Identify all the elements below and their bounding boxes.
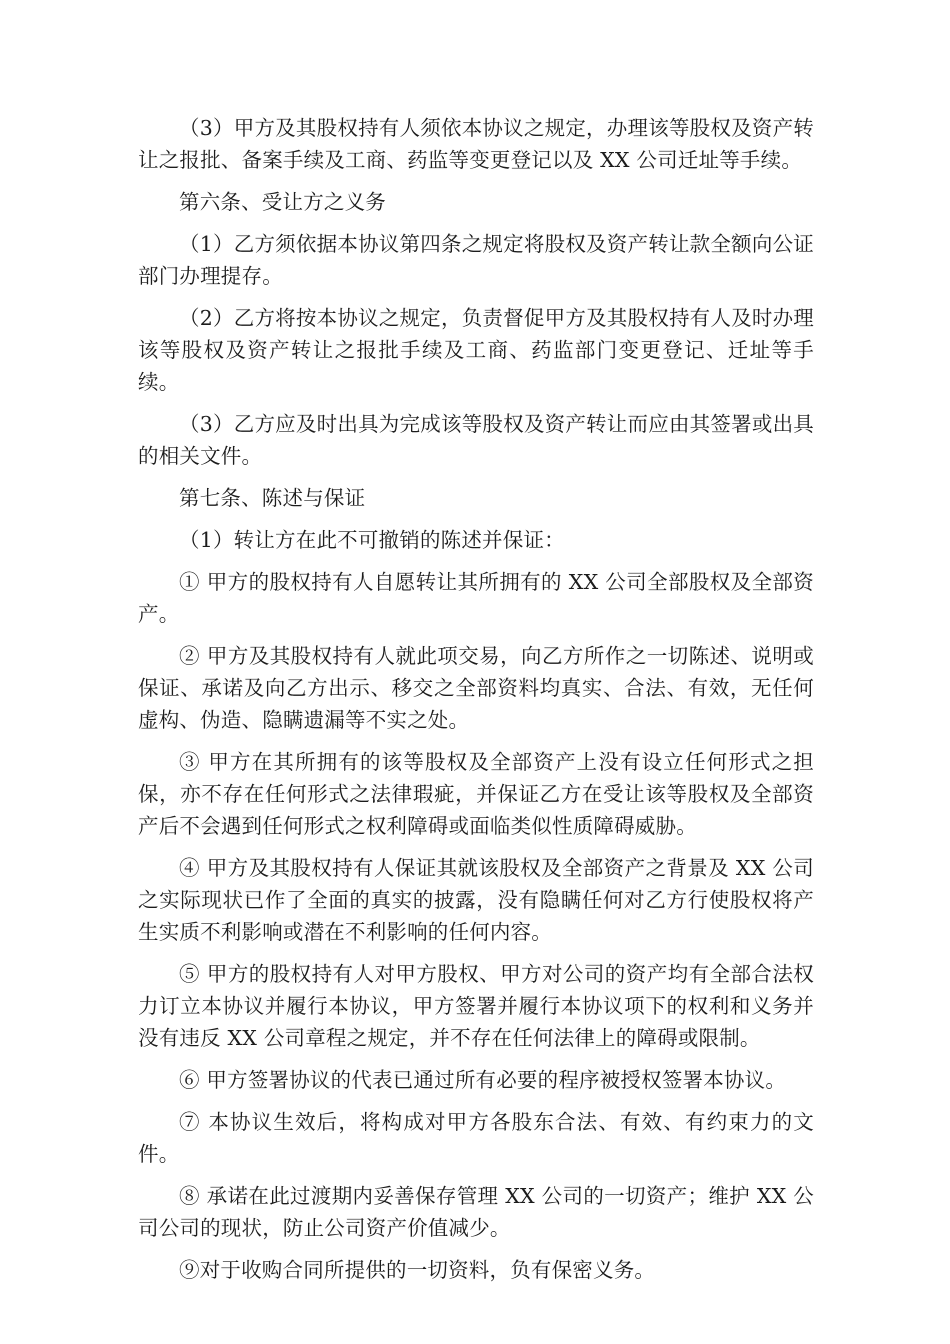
paragraph-clause7-sub3: ③ 甲方在其所拥有的该等股权及全部资产上没有设立任何形式之担保，亦不存在任何形式之法律瑕疵，并保证乙方在受让该等股权及全部资产后不会遇到任何形式之权利障碍或面临类似性质障碍威胁。 [138, 750, 814, 838]
paragraph-clause7-sub1: ① 甲方的股权持有人自愿转让其所拥有的 XX 公司全部股权及全部资产。 [138, 570, 814, 626]
paragraph-clause7-sub5: ⑤ 甲方的股权持有人对甲方股权、甲方对公司的资产均有全部合法权力订立本协议并履行本协议，甲方签署并履行本协议项下的权利和义务并没有违反 XX 公司章程之规定，并不存在任何法律上的障碍或限制。 [138, 962, 814, 1050]
paragraph-clause7-sub6: ⑥ 甲方签署协议的代表已通过所有必要的程序被授权签署本协议。 [179, 1068, 787, 1092]
paragraph-clause6-item2: （2）乙方将按本协议之规定，负责督促甲方及其股权持有人及时办理该等股权及资产转让之报批手续及工商、药监部门变更登记、迁址等手续。 [138, 306, 814, 394]
paragraph-clause7-sub2: ② 甲方及其股权持有人就此项交易，向乙方所作之一切陈述、说明或保证、承诺及向乙方出示、移交之全部资料均真实、合法、有效，无任何虚构、伪造、隐瞒遗漏等不实之处。 [138, 644, 814, 732]
document-text-body [138, 112, 814, 1286]
paragraph-clause5-item3: （3）甲方及其股权持有人须依本协议之规定，办理该等股权及资产转让之报批、备案手续及工商、药监等变更登记以及 XX 公司迁址等手续。 [138, 116, 814, 172]
paragraph-clause7-sub9: ⑨对于收购合同所提供的一切资料，负有保密义务。 [179, 1258, 656, 1282]
paragraph-clause7-heading: 第七条、陈述与保证 [179, 486, 366, 510]
paragraph-clause7-item1: （1）转让方在此不可撤销的陈述并保证： [179, 528, 565, 552]
paragraph-clause6-heading: 第六条、受让方之义务 [179, 190, 386, 214]
paragraph-clause7-sub8: ⑧ 承诺在此过渡期内妥善保存管理 XX 公司的一切资产；维护 XX 公司公司的现状，防止公司资产价值减少。 [138, 1184, 814, 1240]
paragraph-clause6-item3: （3）乙方应及时出具为完成该等股权及资产转让而应由其签署或出具的相关文件。 [138, 412, 814, 468]
paragraph-clause6-item1: （1）乙方须依据本协议第四条之规定将股权及资产转让款全额向公证部门办理提存。 [138, 232, 814, 288]
paragraph-clause7-sub7: ⑦ 本协议生效后，将构成对甲方各股东合法、有效、有约束力的文件。 [138, 1110, 814, 1166]
paragraph-clause7-sub4: ④ 甲方及其股权持有人保证其就该股权及全部资产之背景及 XX 公司之实际现状已作了全面的真实的披露，没有隐瞒任何对乙方行使股权将产生实质不利影响或潜在不利影响的任何内容。 [138, 856, 814, 944]
